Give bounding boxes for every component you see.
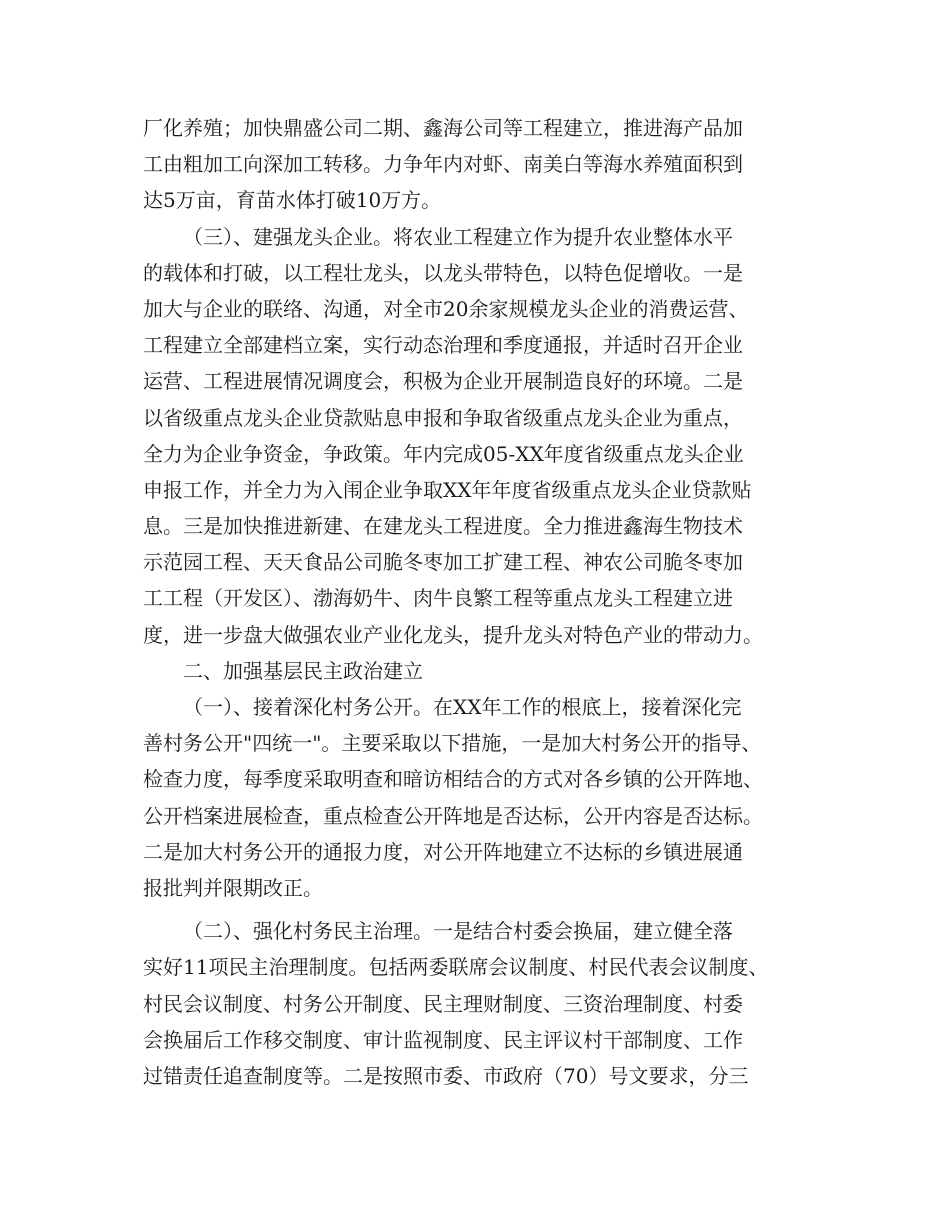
text-line: 加大与企业的联络、沟通，对全市20余家规模龙头企业的消费运营、 — [143, 296, 749, 321]
paragraph-start-line: （二）、强化村务民主治理。一是结合村委会换届，建立健全落 — [183, 919, 733, 944]
text-line: 善村务公开"四统一"。主要采取以下措施，一是加大村务公开的指导、 — [143, 731, 762, 756]
text-line: 运营、工程进展情况调度会，积极为企业开展制造良好的环境。二是 — [143, 369, 743, 394]
text-line: 全力为企业争资金，争政策。年内完成05-XX年度省级重点龙头企业 — [143, 441, 744, 466]
text-line: 的载体和打破，以工程壮龙头，以龙头带特色，以特色促增收。一是 — [143, 260, 743, 285]
text-line: 以省级重点龙头企业贷款贴息申报和争取省级重点龙头企业为重点， — [143, 405, 743, 430]
text-line: 会换届后工作移交制度、审计监视制度、民主评议村干部制度、工作 — [143, 1027, 743, 1052]
text-line: 公开档案进展检查，重点检查公开阵地是否达标，公开内容是否达标。 — [143, 803, 763, 828]
text-line: 报批判并限期改正。 — [143, 875, 323, 900]
paragraph-start-line: （三）、建强龙头企业。将农业工程建立作为提升农业整体水平 — [183, 224, 733, 249]
text-line: 息。三是加快推进新建、在建龙头工程进度。全力推进鑫海生物技术 — [143, 514, 743, 539]
text-line: 检查力度，每季度采取明查和暗访相结合的方式对各乡镇的公开阵地、 — [143, 767, 763, 792]
text-line: 工由粗加工向深加工转移。力争年内对虾、南美白等海水养殖面积到 — [143, 152, 743, 177]
text-line: 工程建立全部建档立案，实行动态治理和季度通报，并适时召开企业 — [143, 333, 743, 358]
document-body — [143, 110, 823, 1094]
text-line: 过错责任追查制度等。二是按照市委、市政府（70）号文要求，分三 — [143, 1063, 749, 1088]
text-line: 申报工作，并全力为入闱企业争取XX年年度省级重点龙头企业贷款贴 — [143, 477, 752, 502]
text-line: 达5万亩，育苗水体打破10万方。 — [143, 188, 442, 213]
text-line: 村民会议制度、村务公开制度、民主理财制度、三资治理制度、村委 — [143, 991, 743, 1016]
section-heading: 二、加强基层民主政治建立 — [183, 658, 423, 683]
text-line: 二是加大村务公开的通报力度，对公开阵地建立不达标的乡镇进展通 — [143, 839, 743, 864]
text-line: 厂化养殖；加快鼎盛公司二期、鑫海公司等工程建立，推进海产品加 — [143, 116, 743, 140]
paragraph-start-line: （一）、接着深化村务公开。在XX年工作的根底上，接着深化完 — [183, 695, 742, 719]
text-line: 示范园工程、天天食品公司脆冬枣加工扩建工程、神农公司脆冬枣加 — [143, 550, 743, 575]
text-line: 度，进一步盘大做强农业产业化龙头，提升龙头对特色产业的带动力。 — [143, 622, 763, 647]
text-line: 工工程（开发区）、渤海奶牛、肉牛良繁工程等重点龙头工程建立进 — [143, 586, 733, 611]
text-line: 实好11项民主治理制度。包括两委联席会议制度、村民代表会议制度、 — [143, 955, 769, 980]
